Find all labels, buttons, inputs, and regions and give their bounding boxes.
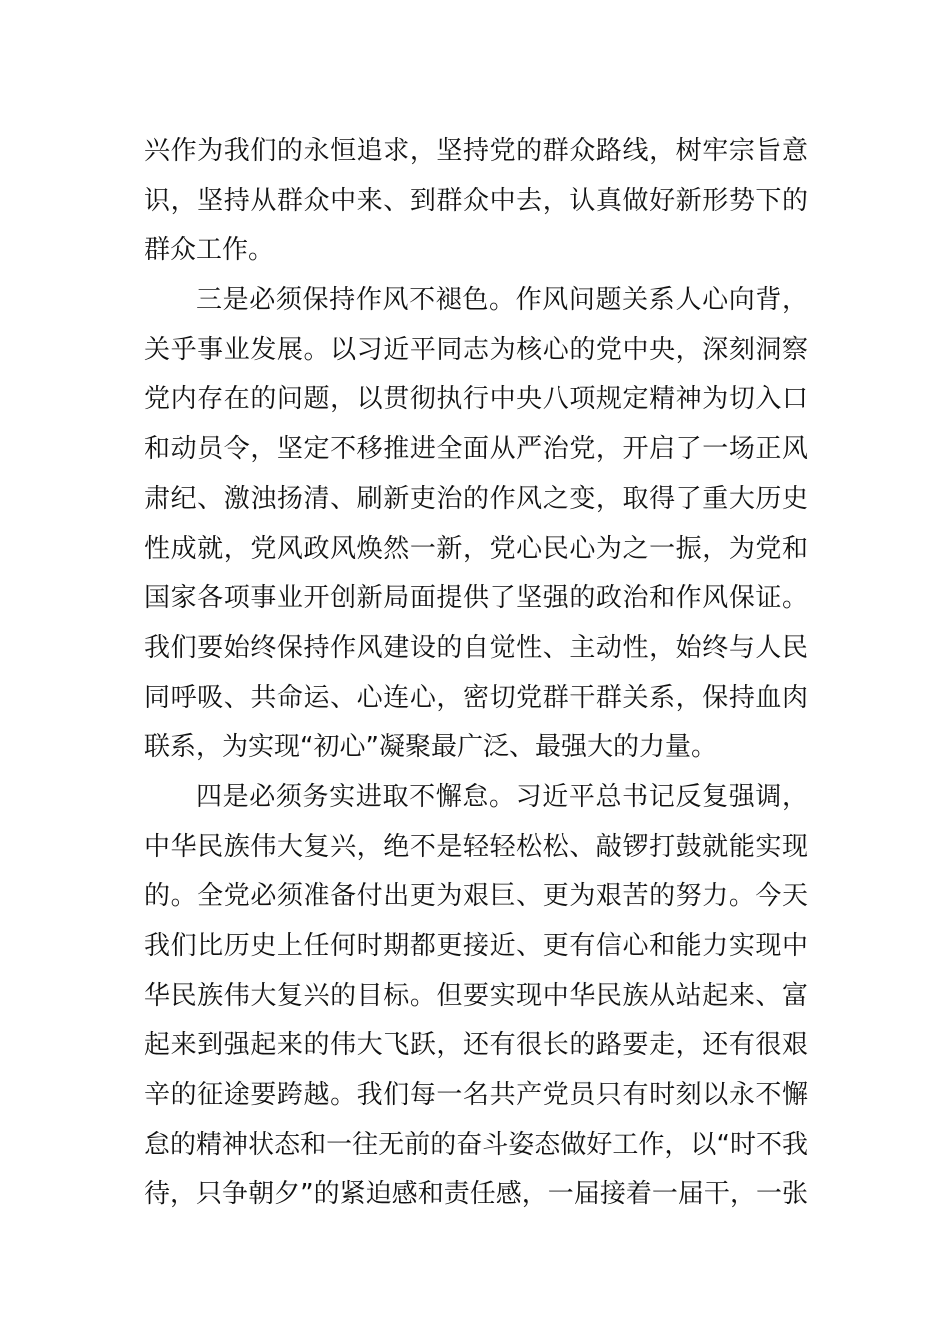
text-line: 我们比历史上任何时期都更接近、更有信心和能力实现中 <box>144 931 808 961</box>
document-page <box>144 127 808 1220</box>
text-line: 关乎事业发展。以习近平同志为核心的党中央，深刻洞察 <box>144 334 808 365</box>
text-line: 怠的精神状态和一往无前的奋斗姿态做好工作，以“时不我 <box>144 1129 808 1160</box>
text-line: 的。全党必须准备付出更为艰巨、更为艰苦的努力。今天 <box>144 881 808 912</box>
text-line: 待，只争朝夕”的紧迫感和责任感，一届接着一届干，一张 <box>144 1179 808 1210</box>
text-line: 国家各项事业开创新局面提供了坚强的政治和作风保证。 <box>144 583 808 614</box>
text-line: 党内存在的问题，以贯彻执行中央八项规定精神为切入口 <box>144 384 808 415</box>
text-line: 性成就，党风政风焕然一新，党心民心为之一振，为党和 <box>144 533 808 564</box>
text-line: 肃纪、激浊扬清、刷新吏治的作风之变，取得了重大历史 <box>144 483 808 514</box>
text-line: 识，坚持从群众中来、到群众中去，认真做好新形势下的 <box>144 185 808 216</box>
text-line: 和动员令，坚定不移推进全面从严治党，开启了一场正风 <box>144 434 808 465</box>
text-line: 联系，为实现“初心”凝聚最广泛、最强大的力量。 <box>144 732 717 763</box>
text-line: 辛的征途要跨越。我们每一名共产党员只有时刻以永不懈 <box>144 1080 808 1111</box>
text-line: 同呼吸、共命运、心连心，密切党群干群关系，保持血肉 <box>144 682 808 713</box>
paragraph-start-line: 三是必须保持作风不褪色。作风问题关系人心向背， <box>196 285 808 316</box>
text-line: 群众工作。 <box>144 235 275 266</box>
text-line: 兴作为我们的永恒追求，坚持党的群众路线，树牢宗旨意 <box>144 136 808 166</box>
text-line: 中华民族伟大复兴，绝不是轻轻松松、敲锣打鼓就能实现 <box>144 831 808 862</box>
text-line: 起来到强起来的伟大飞跃，还有很长的路要走，还有很艰 <box>144 1030 808 1061</box>
text-line: 华民族伟大复兴的目标。但要实现中华民族从站起来、富 <box>144 980 808 1011</box>
text-line: 我们要始终保持作风建设的自觉性、主动性，始终与人民 <box>144 632 808 663</box>
paragraph-start-line: 四是必须务实进取不懈怠。习近平总书记反复强调， <box>196 781 808 812</box>
